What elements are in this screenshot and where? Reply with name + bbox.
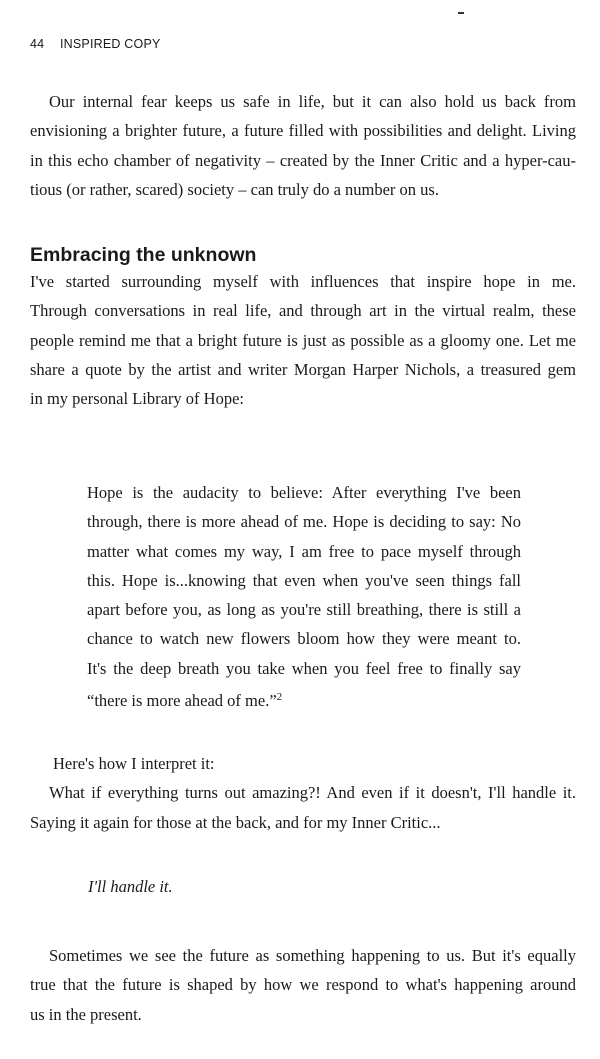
text-line: Saying it again for those at the back, and for my Inner Critic... — [30, 812, 441, 832]
text-line: in this echo chamber of negativity – created by the Inner Critic and a hyper-cau- — [30, 150, 576, 170]
text-line: Through conversations in real life, and through art in the virtual realm, these — [30, 301, 576, 321]
text-line: Here's how I interpret it: — [53, 754, 215, 773]
quote-text: “there is more ahead of me.” — [87, 691, 277, 711]
scan-mark — [458, 12, 464, 14]
section-heading: Embracing the unknown — [30, 244, 257, 266]
running-head — [30, 37, 161, 51]
text-line: Our internal fear keeps us safe in life, but it can also hold us back from — [49, 92, 576, 111]
quote-line: apart before you, as long as you're still breathing, there is still a — [87, 600, 521, 620]
text-line: I've started surrounding myself with influences that inspire hope in me. — [30, 272, 576, 291]
quote-line: matter what comes my way, I am free to pace myself through — [87, 541, 521, 561]
text-line: in my personal Library of Hope: — [30, 389, 244, 409]
text-line: Sometimes we see the future as something happening to us. But it's equally — [49, 946, 576, 965]
footnote-reference[interactable]: 2 — [276, 691, 283, 704]
quote-line: chance to watch new flowers bloom how they were meant to. — [87, 629, 521, 649]
text-line: share a quote by the artist and writer Morgan Harper Nichols, a treasured gem — [30, 359, 576, 379]
text-line: people remind me that a bright future is just as possible as a gloomy one. Let me — [30, 330, 576, 350]
text-line: us in the present. — [30, 1004, 142, 1024]
book-title: INSPIRED COPY — [60, 37, 161, 51]
text-line: true that the future is shaped by how we respond to what's happening around — [30, 975, 576, 995]
text-line: envisioning a brighter future, a future filled with possibilities and delight. Living — [30, 121, 576, 141]
italic-emphasis-line: I'll handle it. — [88, 877, 173, 896]
quote-line: Hope is the audacity to believe: After everything I've been — [87, 483, 521, 502]
paragraph-3 — [30, 749, 576, 837]
text-line: tious (or rather, scared) society – can truly do a number on us. — [30, 179, 439, 199]
text-line: What if everything turns out amazing?! And even if it doesn't, I'll handle it. — [49, 783, 576, 803]
paragraph-1 — [30, 87, 576, 204]
quote-line: this. Hope is...knowing that even when you've seen things fall — [87, 570, 521, 590]
quote-line-last — [87, 683, 521, 715]
paragraph-4 — [30, 941, 576, 1029]
page-number: 44 — [30, 37, 45, 51]
quote-line: It's the deep breath you take when you feel free to finally say — [87, 658, 521, 678]
block-quote — [87, 478, 521, 715]
paragraph-2 — [30, 267, 576, 413]
quote-line: through, there is more ahead of me. Hope is deciding to say: No — [87, 512, 521, 532]
